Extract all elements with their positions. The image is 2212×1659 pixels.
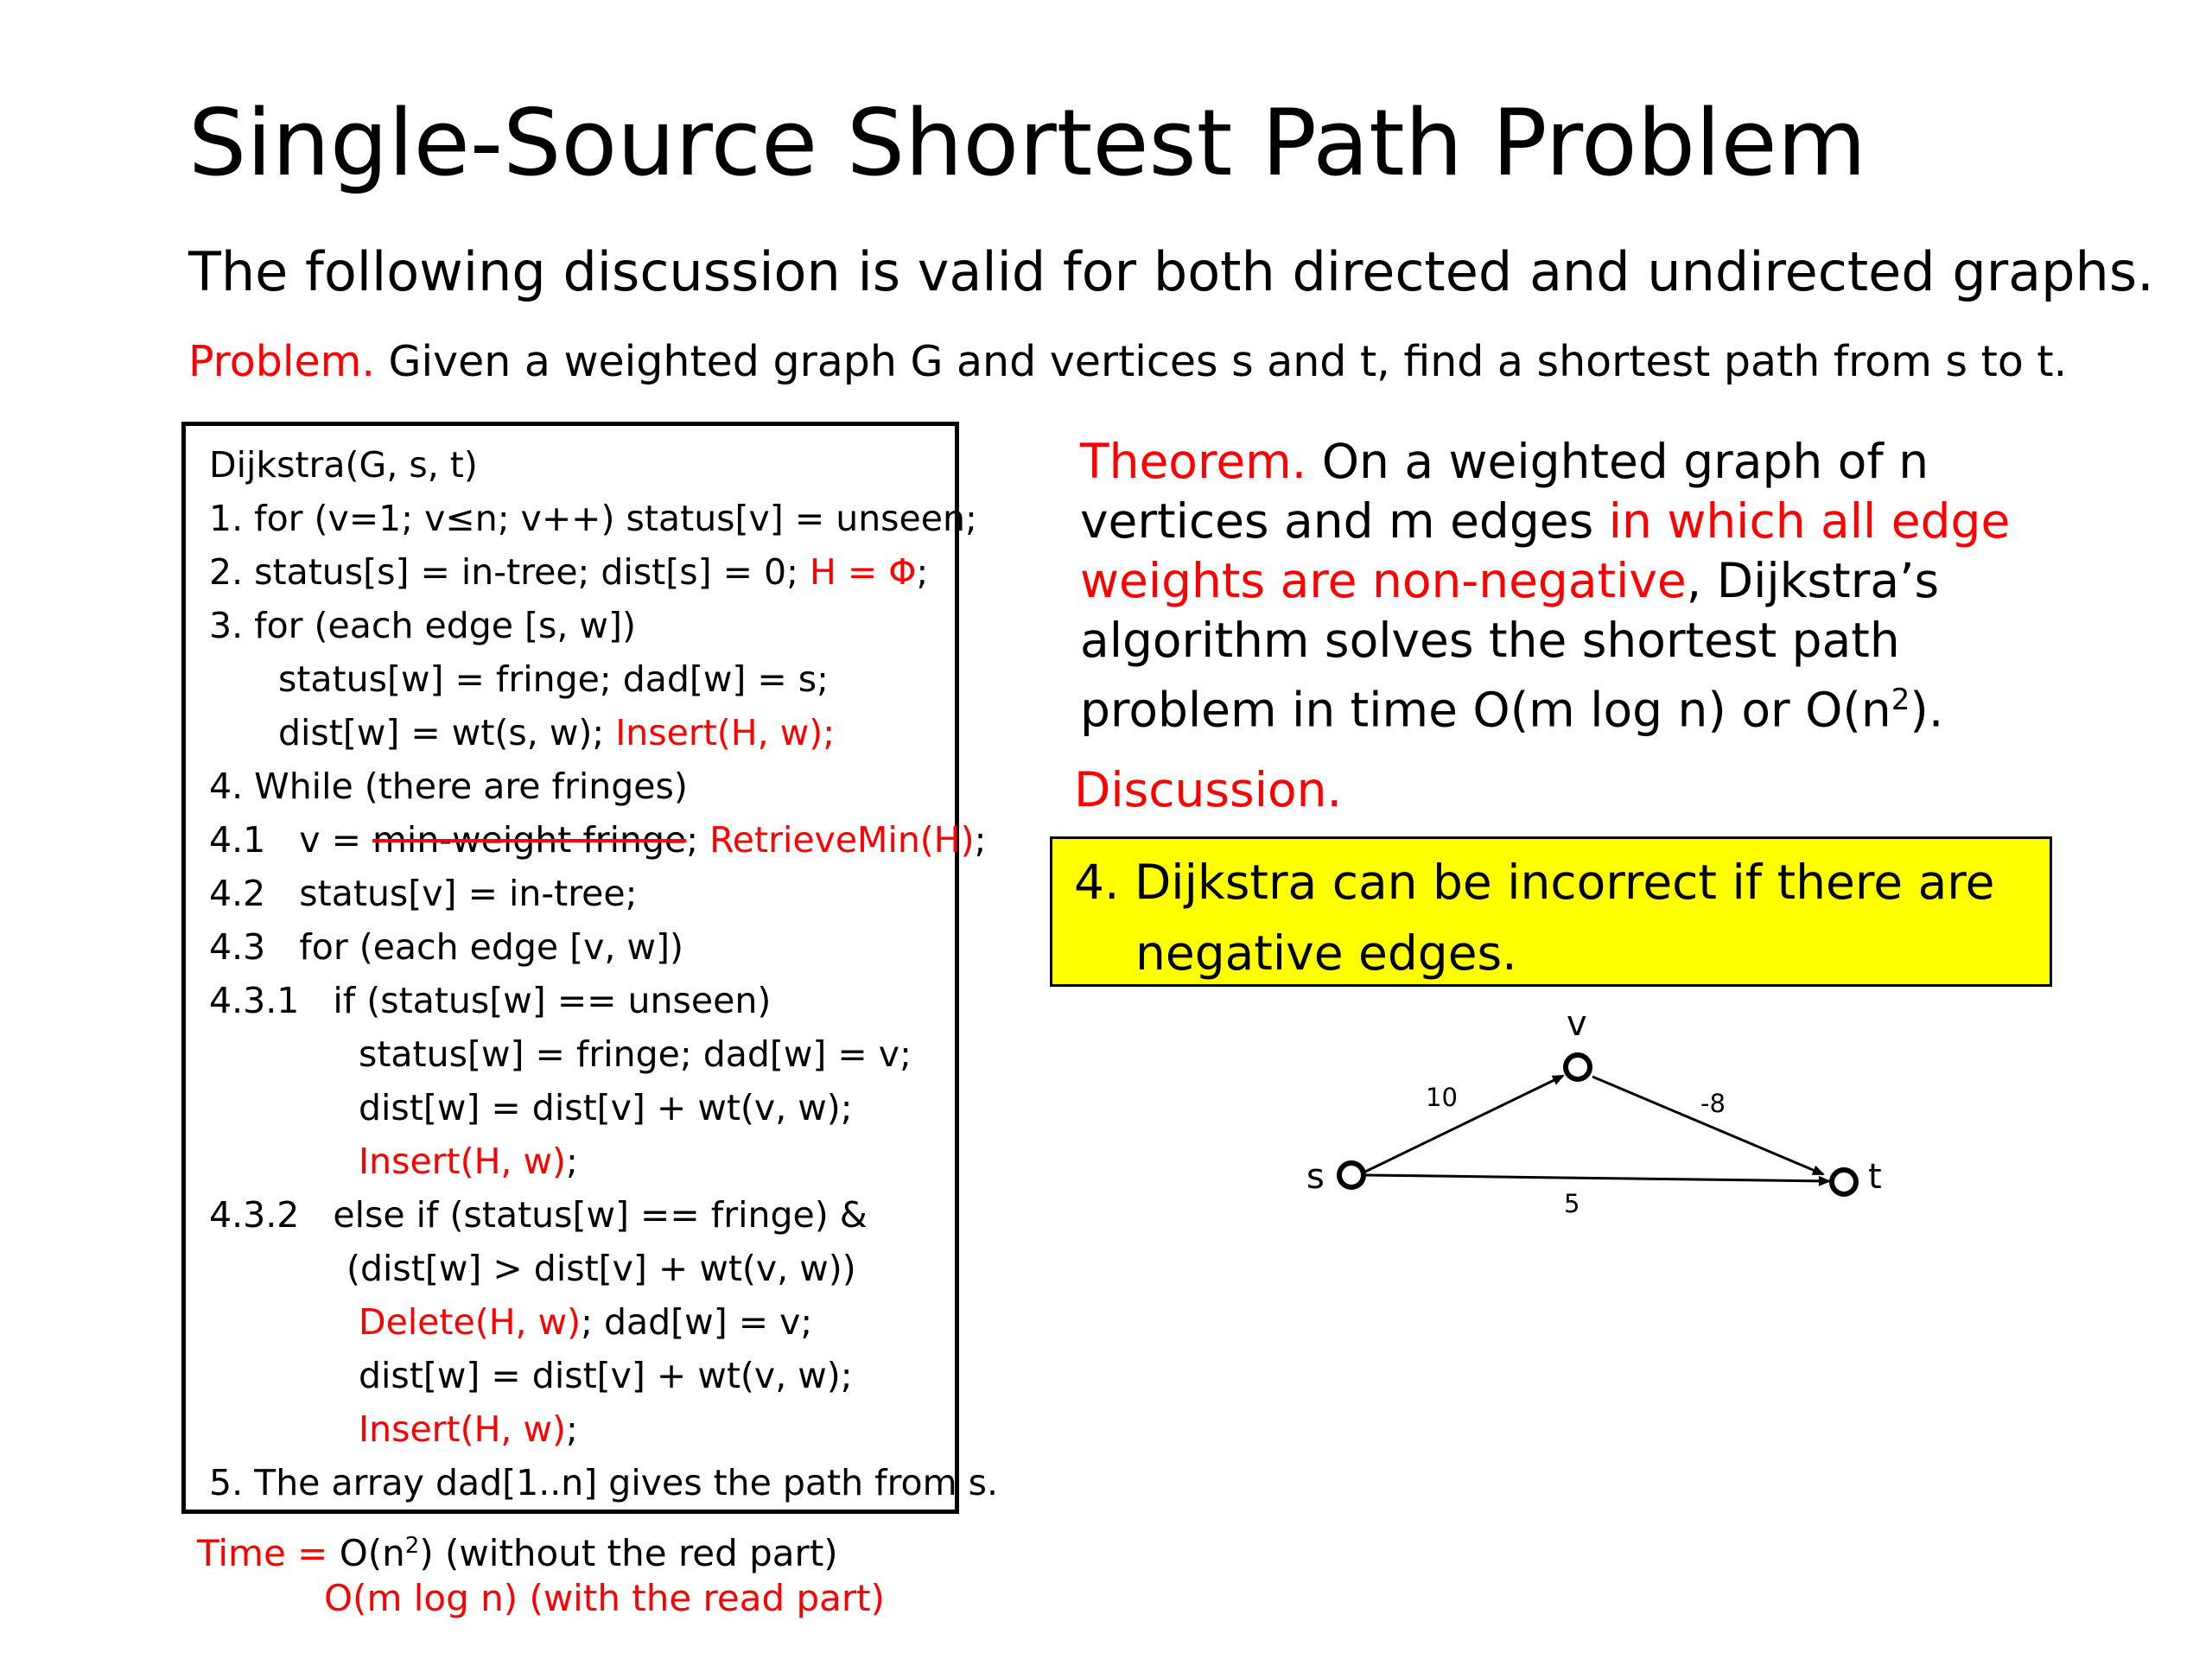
algo-line-4-1-text: 4.1 v = (209, 819, 372, 861)
struck-text: min-weight fringe (372, 819, 687, 861)
time-label: Time = (197, 1532, 340, 1574)
time-line1-post: ) (without the red part) (419, 1532, 838, 1574)
algo-line-5: 5. The array dad[1..n] gives the path from s. (209, 1462, 999, 1503)
note-line-1: 4. Dijkstra can be incorrect if there are (1074, 855, 1995, 910)
algorithm-box (181, 422, 999, 1514)
algo-line-4-1-red: RetrieveMin(H) (709, 819, 975, 861)
node-s (1339, 1163, 1363, 1187)
node-label-s: s (1306, 1157, 1325, 1197)
algo-line-2 (209, 551, 929, 593)
algo-line-3: 3. for (each edge [s, w]) (209, 605, 636, 646)
edge-s-v (1363, 1076, 1563, 1173)
edge-weight-s-t: 5 (1564, 1189, 1580, 1218)
highlight-note (1050, 836, 2052, 987)
edge-s-t (1366, 1175, 1829, 1181)
algo-line-2-end: ; (916, 551, 929, 593)
algo-line-3b (278, 712, 836, 753)
theorem-text (1080, 432, 2082, 740)
note-line-2: negative edges. (1135, 925, 1517, 981)
algo-line-3b-red: Insert(H, w); (615, 712, 836, 753)
algo-line-4-3-2b (359, 1301, 813, 1343)
theorem-label: Theorem. (1080, 434, 1307, 489)
node-label-v: v (1567, 1004, 1587, 1044)
theorem-text-c: ). (1910, 682, 1944, 738)
theorem-sup: 2 (1891, 683, 1910, 717)
algo-line-4-3-1c (359, 1141, 578, 1182)
algo-line-2-text: 2. status[s] = in-tree; dist[s] = 0; (209, 551, 810, 593)
algo-line-4-3: 4.3 for (each edge [v, w]) (209, 926, 683, 968)
algo-line-4-3-1c-red: Insert(H, w) (359, 1141, 567, 1182)
time-line1-pre: O(n (339, 1532, 405, 1574)
algo-line-4-3-1a: status[w] = fringe; dad[w] = v; (359, 1033, 912, 1075)
algo-line-4-3-2d-red: Insert(H, w) (359, 1408, 567, 1450)
problem-label: Problem. (188, 337, 375, 386)
algo-line-4-3-2: 4.3.2 else if (status[w] == fringe) & (209, 1194, 868, 1236)
algo-line-4-3-2b-red: Delete(H, w) (359, 1301, 582, 1343)
time-complexity (197, 1532, 838, 1574)
slide-title: Single-Source Shortest Path Problem (188, 90, 1866, 196)
algo-line-4-1-sep: ; (686, 819, 710, 861)
theorem-condition: in which all edge weights are non-negative (1080, 493, 2011, 608)
algo-line-2-red: H = Φ (809, 551, 917, 593)
algo-line-4: 4. While (there are fringes) (209, 766, 688, 807)
time-line1-sup: 2 (404, 1533, 420, 1559)
algo-line-3b-text: dist[w] = wt(s, w); (278, 712, 616, 753)
edge-weight-v-t: -8 (1700, 1089, 1726, 1118)
algo-line-3a: status[w] = fringe; dad[w] = s; (278, 658, 829, 700)
algo-line-4-3-2c: dist[w] = dist[v] + wt(v, w); (359, 1355, 853, 1396)
problem-text: Given a weighted graph G and vertices s and t, find a shortest path from s to t. (374, 337, 2068, 386)
theorem-text-b: , Dijkstra’s algorithm solves the shortest path problem in time O(m log n) or O(n (1080, 553, 1940, 738)
time-complexity-heap: O(m log n) (with the read part) (324, 1577, 886, 1619)
algo-line-4-3-1: 4.3.1 if (status[w] == unseen) (209, 980, 772, 1021)
algo-line-4-3-2d-end: ; (566, 1408, 578, 1450)
algo-line-4-3-2a: (dist[w] > dist[v] + wt(v, w)) (346, 1248, 856, 1289)
theorem-text-a: On a weighted graph of n vertices and m edges (1080, 434, 1929, 549)
algo-line-4-1 (209, 819, 987, 861)
algo-line-4-1-end: ; (974, 819, 987, 861)
example-graph (1253, 1002, 1910, 1244)
algo-line-4-3-2d (359, 1408, 578, 1450)
algo-line-4-3-1c-end: ; (566, 1141, 578, 1182)
slide-subtitle: The following discussion is valid for both directed and undirected graphs. (188, 240, 2154, 303)
discussion-label: Discussion. (1074, 762, 1342, 817)
node-t (1832, 1170, 1856, 1194)
edge-weight-s-v: 10 (1426, 1083, 1458, 1112)
problem-statement (188, 337, 2067, 386)
algo-name: Dijkstra(G, s, t) (209, 444, 478, 486)
algo-line-4-3-1b: dist[w] = dist[v] + wt(v, w); (359, 1087, 853, 1128)
algo-line-4-3-2b-text: ; dad[w] = v; (581, 1301, 813, 1343)
algo-line-1: 1. for (v=1; v≤n; v++) status[v] = unseen; (209, 498, 977, 539)
node-v (1566, 1055, 1590, 1079)
node-label-t: t (1868, 1157, 1882, 1197)
algo-line-4-2: 4.2 status[v] = in-tree; (209, 873, 638, 914)
